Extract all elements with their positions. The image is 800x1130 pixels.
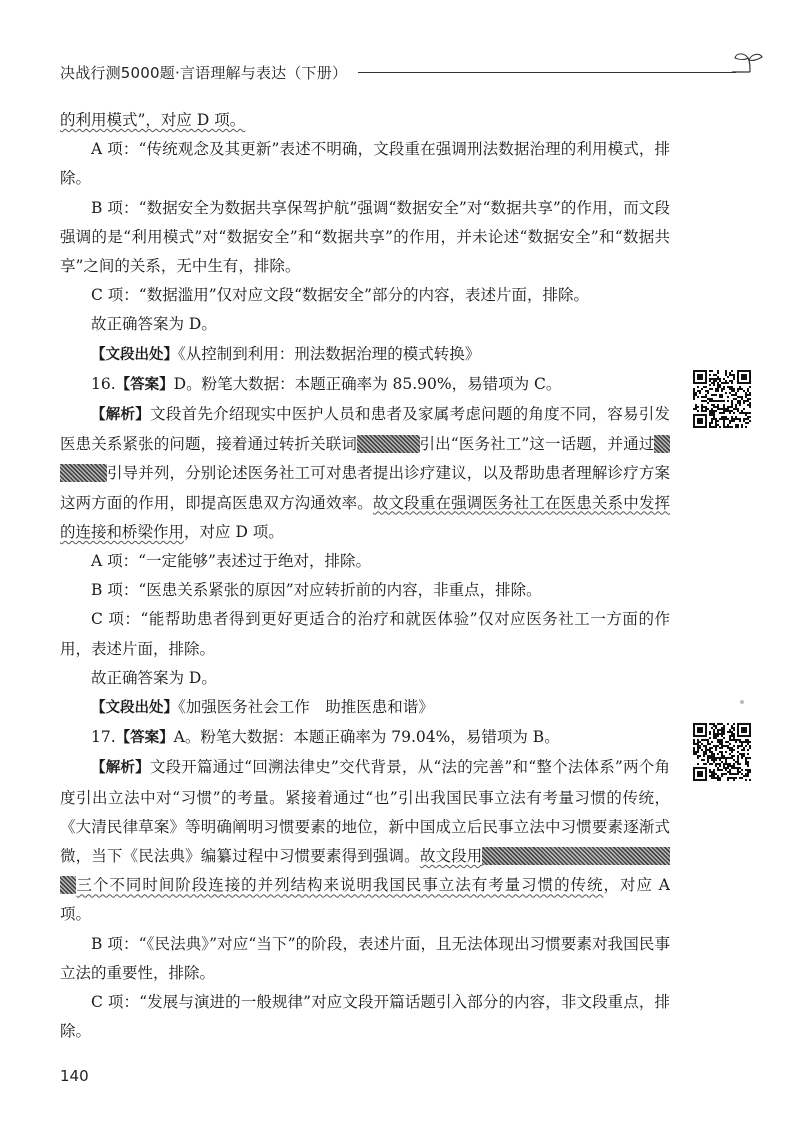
option-a-analysis: A 项：“传统观念及其更新”表述不明确，文段重在强调刑法数据治理的利用模式，排除。 bbox=[60, 140, 670, 188]
option-b-analysis: B 项：“医患关系紧张的原因”对应转折前的内容，非重点，排除。 bbox=[91, 581, 542, 600]
source-title: 《从控制到利用：刑法数据治理的模式转换》 bbox=[178, 344, 481, 363]
option-a-analysis: A 项：“一定能够”表述过于绝对，排除。 bbox=[91, 552, 371, 571]
option-c-analysis: C 项：“能帮助患者得到更好更适合的治疗和就医体验”仅对应医务社工一方面的作用，表述片面，排除。 bbox=[60, 610, 670, 658]
question-number: 17. bbox=[91, 728, 116, 747]
answer-line-16 bbox=[60, 370, 670, 400]
analysis-text: 引导并列，分别论述医务社工可对患者提出诊疗建议，以及帮助患者理解诊疗方案这两方面的作用，即提高医患双方沟通效率。 bbox=[60, 464, 670, 512]
answer-tag: 【答案】 bbox=[115, 730, 174, 747]
source-title: 《加强医务社会工作 助推医患和谐》 bbox=[178, 698, 434, 717]
highlight-mark bbox=[357, 435, 420, 453]
source-tag: 【文段出处】 bbox=[91, 346, 178, 363]
correct-answer: 故正确答案为 D。 bbox=[91, 668, 217, 687]
analysis-text: ，对应 D 项。 bbox=[184, 522, 284, 541]
page-number: 140 bbox=[60, 1067, 89, 1085]
answer-line-17 bbox=[60, 723, 670, 753]
option-c-analysis: C 项：“发展与演进的一般规律”对应文段开篇话题引入部分的内容，非文段重点，排除。 bbox=[60, 993, 670, 1041]
analysis-text: 文段开篇通过“回溯法律史”交代背景，从“法的完善”和“整个法体系”两个角度引出立法中对“习惯”的考量。紧接着通过“也”引出我国民事立法有考量习惯的传统，《大清民律草案》等明确阐明习惯要素的地位，新中国成立后民事立法中习惯要素逐渐式微，当下《民法典》编纂过程中习惯要素得到强调。 bbox=[60, 758, 671, 866]
option-c-analysis: C 项：“数据滥用”仅对应文段“数据安全”部分的内容，表述片面，排除。 bbox=[91, 286, 589, 305]
analysis-16 bbox=[60, 400, 670, 547]
underlined-text: 故文段用 bbox=[419, 847, 483, 866]
option-b-analysis: B 项：“《民法典》”对应“当下”的阶段，表述片面，且无法体现出习惯要素对我国民事立法的重要性，排除。 bbox=[60, 934, 670, 982]
option-b-analysis: B 项：“数据安全为数据共享保驾护航”强调“数据安全”对“数据共享”的作用，而文段强调的是“利用模式”对“数据安全”和“数据共享”的作用，并未论述“数据安全”和“数据共享”之间的关系，无中生有，排除。 bbox=[60, 198, 670, 276]
answer-explanations bbox=[60, 106, 670, 1047]
analysis-text: 文段首先介绍现实中医护人员和患者及家属考虑问题的角度不同，容易引发医患关系紧张的问题，接着通过转折关联词 bbox=[60, 405, 670, 454]
underlined-text: 的利用模式”，对应 D 项。 bbox=[60, 111, 246, 129]
qr-code-icon[interactable] bbox=[693, 370, 751, 428]
header-rule bbox=[358, 72, 736, 73]
paragraph bbox=[60, 106, 670, 135]
analysis-tag: 【解析】 bbox=[91, 760, 150, 777]
book-title: 决战行测5000题·言语理解与表达（下册） bbox=[60, 64, 348, 82]
source-line bbox=[60, 340, 670, 370]
underlined-text: 故文段重在强调医务社工在医患关系中发挥的连接和桥梁作用 bbox=[60, 493, 670, 541]
running-header bbox=[58, 58, 758, 88]
margin-mark bbox=[740, 700, 744, 704]
analysis-text: ，对应 A 项。 bbox=[60, 876, 670, 924]
analysis-tag: 【解析】 bbox=[91, 407, 151, 424]
analysis-text: 引出“医务社工”这一话题，并通过 bbox=[419, 435, 655, 454]
underlined-text: 三个不同时间阶段连接的并列结构来说明我国民事立法有考量习惯的传统 bbox=[76, 876, 604, 895]
answer-text: A。粉笔大数据：本题正确率为 79.04%，易错项为 B。 bbox=[173, 728, 560, 747]
source-tag: 【文段出处】 bbox=[91, 700, 178, 717]
qr-code-icon[interactable] bbox=[693, 723, 751, 781]
correct-answer: 故正确答案为 D。 bbox=[91, 315, 217, 334]
answer-text: D。粉笔大数据：本题正确率为 85.90%，易错项为 C。 bbox=[173, 374, 562, 393]
question-number: 16. bbox=[91, 374, 116, 393]
analysis-17 bbox=[60, 753, 670, 929]
leaf-sprout-icon bbox=[728, 50, 764, 82]
answer-tag: 【答案】 bbox=[115, 376, 174, 393]
source-line bbox=[60, 693, 670, 723]
